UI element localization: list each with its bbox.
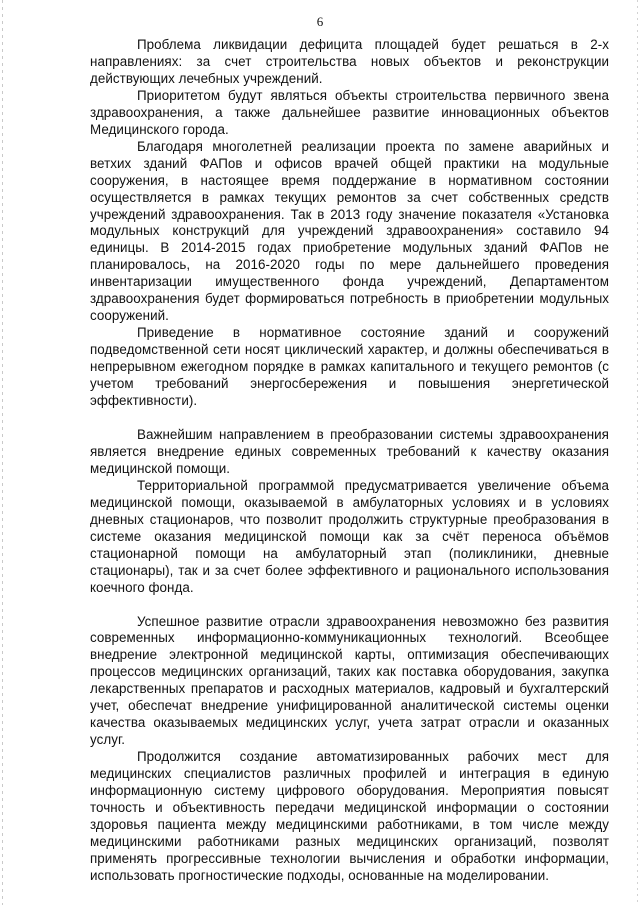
- document-body: [90, 37, 609, 885]
- scan-edge-left: [2, 0, 3, 905]
- page-number: 6: [316, 14, 324, 29]
- paragraph-ict-development: Успешное развитие отрасли здравоохранения невозможно без развития современных информационно-коммуникационных технологий. Всеобщее внедрение электронной медицинской карты, оптимизация обеспечивающих процессов медицинских организаций, таких как поставка оборудования, закупка лекарственных препаратов и расходных материалов, кадровый и бухгалтерский учет, обеспечат внедрение унифицированной аналитической системы оценки качества оказываемых медицинских услуг, учета затрат отрасли и оказанных услуг.: [90, 613, 609, 748]
- paragraph-modular-buildings: Благодаря многолетней реализации проекта по замене аварийных и ветхих зданий ФАПов и офисов врачей общей практики на модульные сооружения, в настоящее время поддержание в нормативном состоянии осуществляется в рамках текущих ремонтов за счет собственных средств учреждений здравоохранения. Так в 2013 году значение показателя «Установка модульных конструкций для учреждений здравоохранения» составило 94 единицы. В 2014-2015 годах приобретение модульных зданий ФАПов не планировалось, на 2016-2020 годы по мере дальнейшего проведения инвентаризации имущественного фонда учреждений, Департаментом здравоохранения будет формироваться потребность в приобретении модульных сооружений.: [90, 138, 609, 324]
- paragraph-territorial-program: Территориальной программой предусматривается увеличение объема медицинской помощи, оказываемой в амбулаторных условиях и в условиях дневных стационаров, что позволит продолжить структурные преобразования в системе оказания медицинской помощи как за счёт переноса объёмов стационарной помощи на амбулаторный этап (поликлиники, дневные стационары), так и за счет более эффективного и рационального использования коечного фонда.: [90, 477, 609, 595]
- paragraph-workstations: Продолжится создание автоматизированных рабочих мест для медицинских специалистов различных профилей и интеграция в единую информационную систему цифрового оборудования. Мероприятия повысят точность и объективность передачи медицинской информации о состоянии здоровья пациента между медицинскими работниками, в том числе между медицинскими работниками разных медицинских организаций, позволят применять прогрессивные технологии вычисления и обработки информации, использовать прогностические подходы, основанные на моделировании.: [90, 749, 609, 883]
- paragraph-space-shortage: Проблема ликвидации дефицита площадей будет решаться в 2-х направлениях: за счет строительства новых объектов и реконструкции действующих лечебных учреждений.: [90, 37, 609, 86]
- scan-edge-right: [637, 0, 638, 905]
- paragraph-construction-priority: Приоритетом будут являться объекты строительства первичного звена здравоохранения, а также дальнейшее развитие инновационных объектов Медицинского города.: [90, 87, 609, 137]
- paragraph-quality-requirements: Важнейшим направлением в преобразовании системы здравоохранения является внедрение единых современных требований к качеству оказания медицинской помощи.: [90, 426, 609, 476]
- paragraph-building-maintenance: Приведение в нормативное состояние зданий и сооружений подведомственной сети носят циклический характер, и должны обеспечиваться в непрерывном ежегодном порядке в рамках капитального и текущего ремонтов (с учетом требований энергосбережения и повышения энергетической эффективности).: [90, 325, 609, 409]
